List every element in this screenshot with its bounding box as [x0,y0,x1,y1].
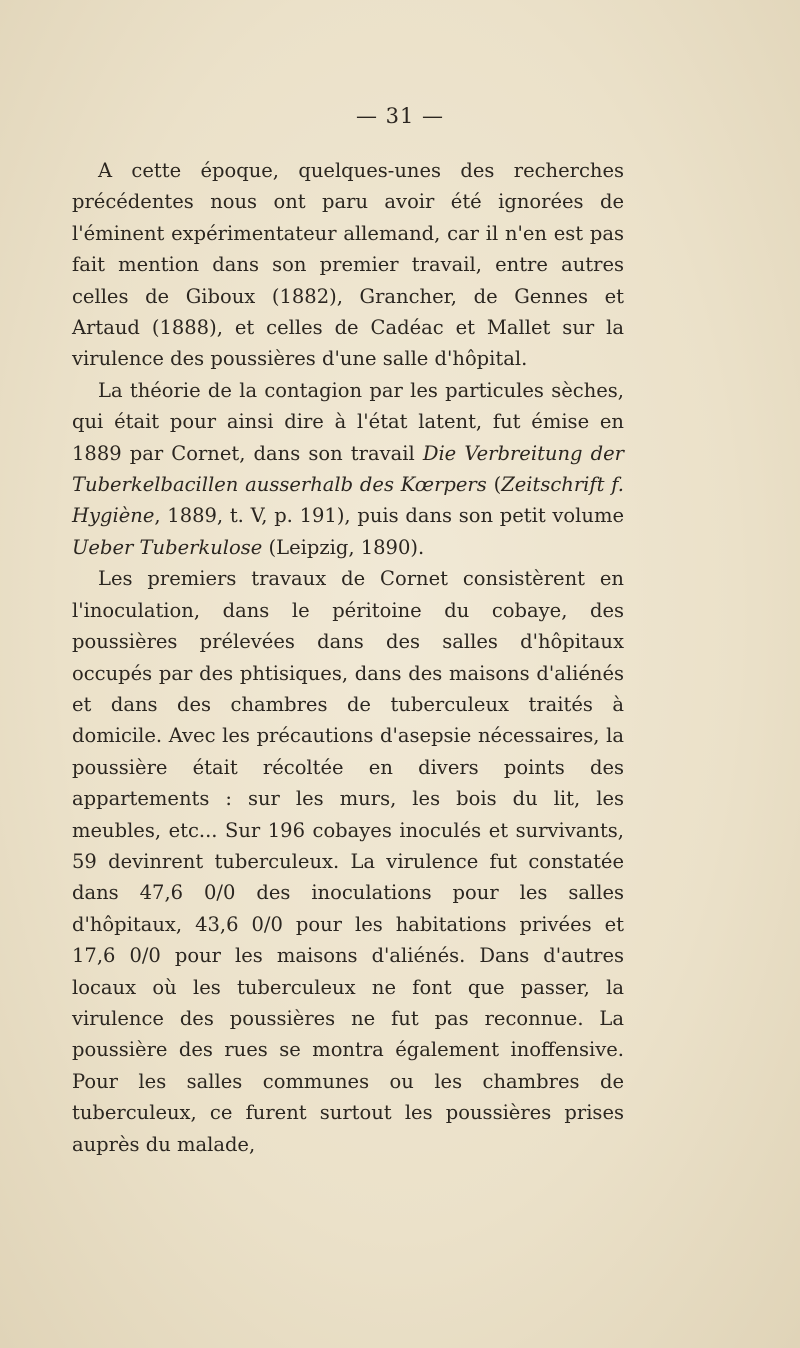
body-text [72,155,624,1160]
paragraph-1 [72,155,624,375]
cited-title-book: Ueber Tuberkulose [72,535,263,559]
paragraph-2-text: (Leipzig, 1890). [262,535,425,559]
paragraph-3 [72,563,624,1160]
paragraph-2-text: ( [486,473,502,497]
cited-title-article: Die Verbreitung der Tuberkelbacillen ausserhalb des Kœrpers [72,441,624,497]
paragraph-3-text: Les premiers travaux de Cornet consistèrent en l'inoculation, dans le péritoine du cobaye, des poussières prélevées dans des salles d'hôpitaux occupés par des phtisiques, dans des maisons d'aliénés et dans des chambres de tuberculeux traités à domicile. Avec les précautions d'asepsie nécessaires, la poussière était récoltée en divers points des appartements : sur les murs, les bois du lit, les meubles, etc... Sur 196 cobayes inoculés et survivants, 59 devinrent tuberculeux. La virulence fut constatée dans 47,6 0/0 des inoculations pour les salles d'hôpitaux, 43,6 0/0 pour les habitations privées et 17,6 0/0 pour les maisons d'aliénés. Dans d'autres locaux où les tuberculeux ne font que passer, la virulence des poussières ne fut pas reconnue. La poussière des rues se montra également inoffensive. Pour les salles communes ou les chambres de tuberculeux, ce furent surtout les poussières prises auprès du malade, [72,567,624,1156]
paragraph-2-text: La théorie de la contagion par les particules sèches, qui était pour ainsi dire à l'état latent, fut émise en 1889 par Cornet, dans son travail [72,378,624,465]
paragraph-2 [72,375,624,563]
paragraph-2-text: , 1889, t. V, p. 191), puis dans son petit volume [154,504,624,528]
page-number: — 31 — [355,104,445,128]
paragraph-1-text: A cette époque, quelques-unes des recherches précédentes nous ont paru avoir été ignorées de l'éminent expérimentateur allemand, car il n'en est pas fait mention dans son premier travail, entre autres celles de Giboux (1882), Grancher, de Gennes et Artaud (1888), et celles de Cadéac et Mallet sur la virulence des poussières d'une salle d'hôpital. [72,159,624,371]
cited-journal: Zeitschrift f. Hygiène [72,473,624,528]
